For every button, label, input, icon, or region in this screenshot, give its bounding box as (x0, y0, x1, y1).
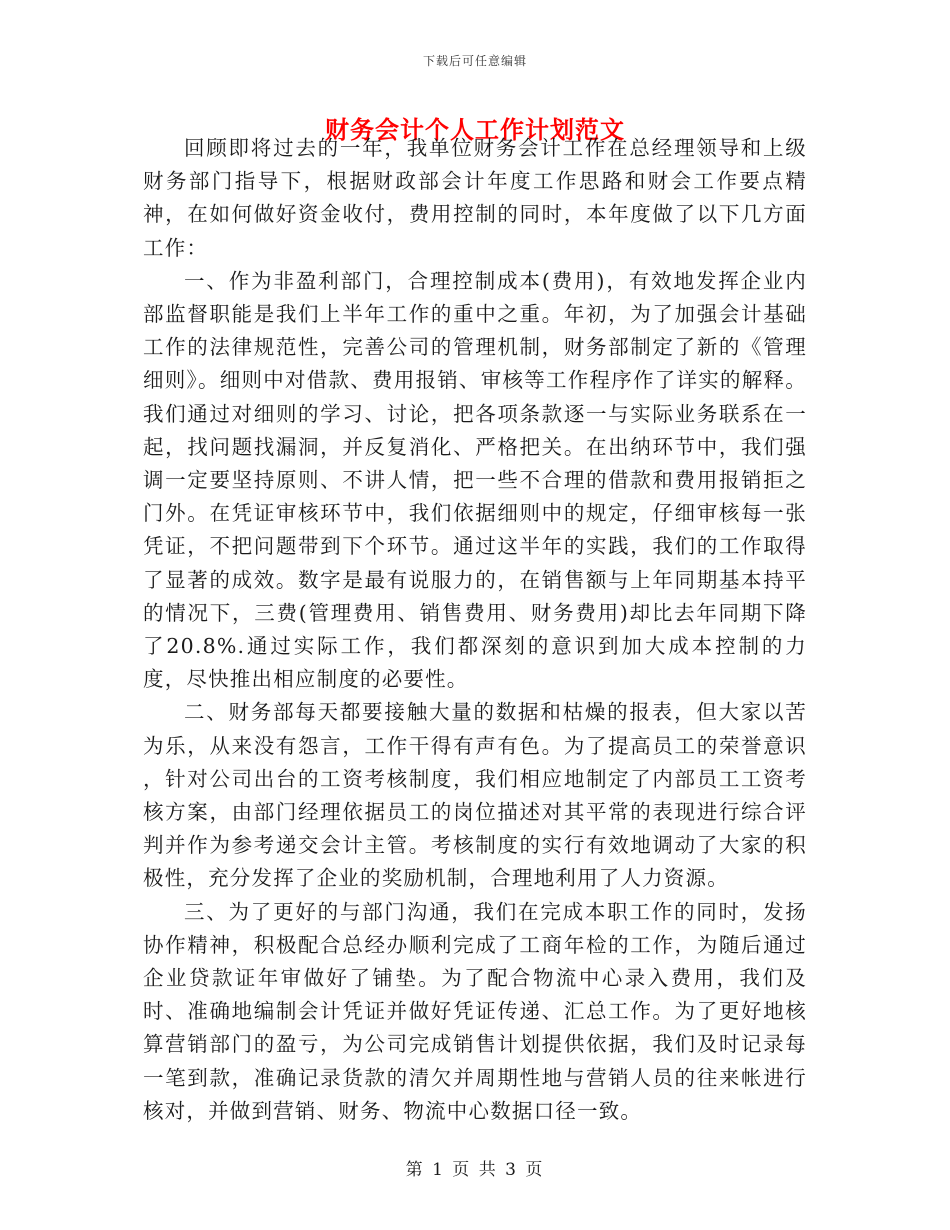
download-note: 下载后可任意编辑 (422, 54, 527, 68)
document-body (143, 132, 807, 1128)
section-one-paragraph: 一、作为非盈利部门，合理控制成本(费用)，有效地发挥企业内部监督职能是我们上半年工作的重中之重。年初，为了加强会计基础工作的法律规范性，完善公司的管理机制，财务部制定了新的《管理细则》。细则中对借款、费用报销、审核等工作程序作了详实的解释。我们通过对细则的学习、讨论，把各项条款逐一与实际业务联系在一起，找问题找漏洞，并反复消化、严格把关。在出纳环节中，我们强调一定要坚持原则、不讲人情，把一些不合理的借款和费用报销拒之门外。在凭证审核环节中，我们依据细则中的规定，仔细审核每一张凭证，不把问题带到下个环节。通过这半年的实践，我们的工作取得了显著的成效。数字是最有说服力的，在销售额与上年同期基本持平的情况下，三费(管理费用、销售费用、财务费用)却比去年同期下降了20.8%.通过实际工作，我们都深刻的意识到加大成本控制的力度，尽快推出相应制度的必要性。 (143, 268, 807, 692)
intro-paragraph: 回顾即将过去的一年，我单位财务会计工作在总经理领导和上级财务部门指导下，根据财政部会计年度工作思路和财会工作要点精神，在如何做好资金收付，费用控制的同时，本年度做了以下几方面工作： (143, 136, 807, 260)
page-number: 第 1 页 共 3 页 (405, 1160, 545, 1180)
document-title: 财务会计个人工作计划范文 (325, 115, 625, 144)
section-three-paragraph: 三、为了更好的与部门沟通，我们在完成本职工作的同时，发扬协作精神，积极配合总经办顺利完成了工商年检的工作，为随后通过企业贷款证年审做好了铺垫。为了配合物流中心录入费用，我们及时、准确地编制会计凭证并做好凭证传递、汇总工作。为了更好地核算营销部门的盈亏，为公司完成销售计划提供依据，我们及时记录每一笔到款，准确记录货款的清欠并周期性地与营销人员的往来帐进行核对，并做到营销、财务、物流中心数据口径一致。 (143, 899, 807, 1123)
section-two-paragraph: 二、财务部每天都要接触大量的数据和枯燥的报表，但大家以苦为乐，从来没有怨言，工作干得有声有色。为了提高员工的荣誉意识 ，针对公司出台的工资考核制度，我们相应地制定了内部员工工资考核方案，由部门经理依据员工的岗位描述对其平常的表现进行综合评判并作为参考递交会计主管。考核制度的实行有效地调动了大家的积极性，充分发挥了企业的奖励机制，合理地利用了人力资源。 (143, 700, 807, 891)
